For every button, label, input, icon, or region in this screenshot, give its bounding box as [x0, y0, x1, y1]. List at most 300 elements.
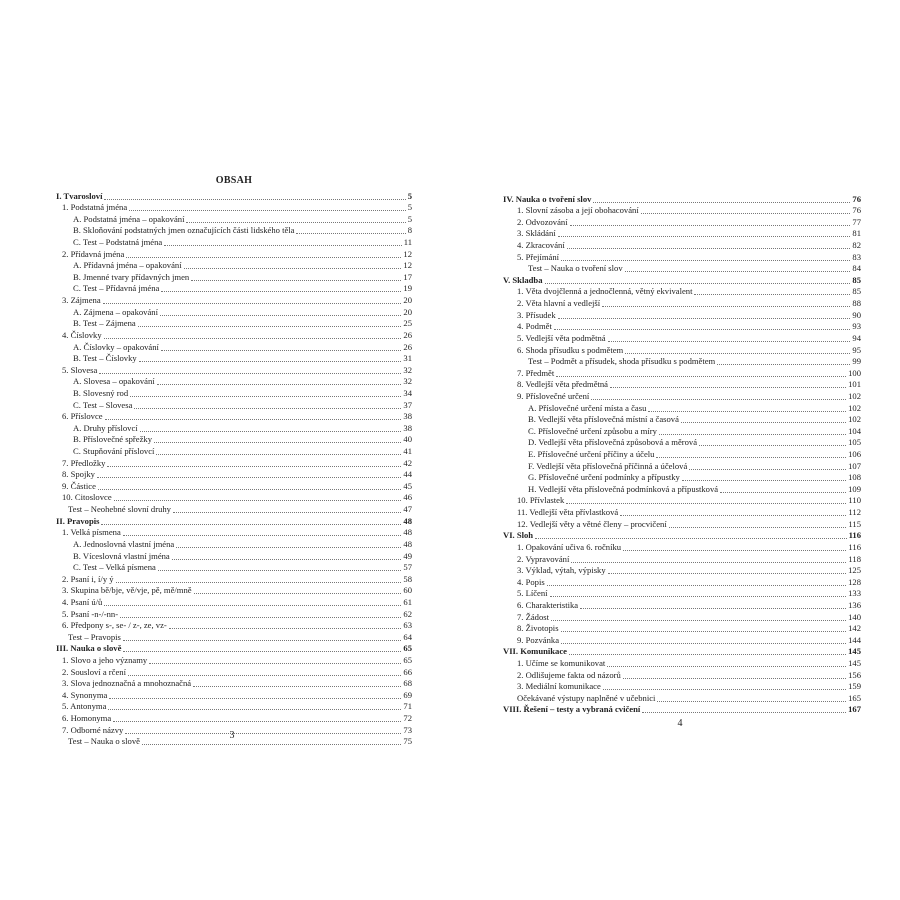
- dot-leader: [157, 384, 402, 385]
- dot-leader: [561, 631, 847, 632]
- toc-entry-page: 26: [403, 329, 412, 340]
- toc-entry-title: 4. Synonyma: [62, 689, 108, 700]
- toc-entry-page: 109: [848, 483, 861, 494]
- dot-leader: [648, 411, 846, 412]
- toc-entry: [56, 422, 412, 434]
- toc-entry-page: 115: [848, 518, 861, 529]
- dot-leader: [620, 515, 846, 516]
- toc-entry: [56, 318, 412, 330]
- toc-entry-page: 62: [403, 608, 412, 619]
- toc-entry: [56, 457, 412, 469]
- toc-entry-page: 81: [852, 228, 861, 239]
- toc-entry: [56, 213, 412, 225]
- dot-leader: [610, 387, 846, 388]
- toc-entry: [503, 646, 861, 658]
- dot-leader: [98, 489, 402, 490]
- toc-entry-title: I. Tvarosloví: [56, 190, 103, 201]
- toc-entry-page: 25: [403, 318, 412, 329]
- dot-leader: [720, 492, 846, 493]
- dot-leader: [561, 643, 846, 644]
- dot-leader: [608, 573, 846, 574]
- toc-entry-page: 94: [852, 332, 861, 343]
- toc-entry-title: B. Test – Zájmena: [73, 318, 136, 329]
- dot-leader: [558, 318, 851, 319]
- toc-entry-page: 105: [848, 437, 861, 448]
- toc-entry-title: 8. Spojky: [62, 469, 95, 480]
- toc-entry-title: 5. Psaní -n-/-nn-: [62, 608, 119, 619]
- dot-leader: [545, 283, 851, 284]
- toc-entry-title: V. Skladba: [503, 274, 543, 285]
- toc-entry: [503, 657, 861, 669]
- toc-entry-title: 2. Věta hlavní a vedlejší: [517, 298, 601, 309]
- toc-entry-title: C. Test – Podstatná jména: [73, 237, 163, 248]
- toc-entry: [56, 492, 412, 504]
- toc-entry-title: B. Test – Číslovky: [73, 353, 137, 364]
- dot-leader: [641, 213, 851, 214]
- toc-entry-page: 19: [403, 283, 412, 294]
- toc-entry-title: 3. Přísudek: [517, 309, 556, 320]
- toc-entry: [503, 530, 861, 542]
- toc-entry-page: 34: [403, 387, 412, 398]
- toc-entry: [503, 216, 861, 228]
- toc-entry-page: 71: [403, 701, 412, 712]
- toc-entry-page: 99: [852, 356, 861, 367]
- dot-leader: [659, 434, 846, 435]
- toc-entry: [56, 469, 412, 481]
- dot-leader: [602, 306, 850, 307]
- toc-entry: [503, 379, 861, 391]
- toc-entry-page: 125: [848, 565, 861, 576]
- left-toc-list: [56, 190, 412, 747]
- toc-entry-page: 37: [403, 399, 412, 410]
- dot-leader: [107, 466, 401, 467]
- toc-entry-page: 17: [403, 271, 412, 282]
- dot-leader: [105, 419, 402, 420]
- toc-entry-title: 2. Přídavná jména: [62, 248, 125, 259]
- dot-leader: [123, 640, 402, 641]
- toc-entry-title: 3. Zájmena: [62, 295, 101, 306]
- dot-leader: [591, 399, 846, 400]
- toc-entry: [56, 585, 412, 597]
- toc-entry-page: 5: [407, 190, 412, 201]
- toc-entry: [56, 283, 412, 295]
- dot-leader: [164, 245, 401, 246]
- dot-leader: [191, 280, 401, 281]
- toc-entry-title: 1. Slovní zásoba a její obohacování: [517, 205, 639, 216]
- toc-entry: [503, 681, 861, 693]
- toc-entry-page: 31: [403, 353, 412, 364]
- toc-entry-page: 8: [407, 225, 412, 236]
- toc-entry-title: 7. Předmět: [517, 367, 555, 378]
- toc-entry-page: 76: [852, 193, 861, 204]
- toc-entry-page: 101: [848, 379, 861, 390]
- toc-entry: [56, 503, 412, 515]
- toc-entry: [56, 608, 412, 620]
- toc-entry: [503, 553, 861, 565]
- toc-entry: [56, 329, 412, 341]
- dot-leader: [176, 547, 401, 548]
- toc-entry-title: 6. Předpony s-, se- / z-, ze, vz-: [62, 620, 167, 631]
- toc-entry-page: 57: [403, 562, 412, 573]
- toc-entry: [503, 704, 861, 716]
- dot-leader: [160, 315, 401, 316]
- toc-entry-title: C. Test – Přídavná jména: [73, 283, 160, 294]
- toc-entry-title: C. Stupňování příslovcí: [73, 446, 155, 457]
- toc-entry: [56, 527, 412, 539]
- toc-entry: [503, 576, 861, 588]
- toc-entry-title: IV. Nauka o tvoření slov: [503, 193, 592, 204]
- toc-entry-title: 11. Vedlejší věta přívlastková: [517, 507, 619, 518]
- toc-entry-page: 11: [403, 237, 412, 248]
- toc-entry: [503, 483, 861, 495]
- toc-entry: [503, 205, 861, 217]
- toc-entry: [503, 402, 861, 414]
- dot-leader: [169, 628, 402, 629]
- toc-entry-page: 65: [403, 654, 412, 665]
- dot-leader: [699, 445, 846, 446]
- dot-leader: [608, 341, 851, 342]
- toc-entry-title: 4. Číslovky: [62, 329, 102, 340]
- toc-entry: [56, 364, 412, 376]
- toc-entry-page: 140: [848, 611, 861, 622]
- dot-leader: [558, 236, 851, 237]
- toc-entry: [56, 236, 412, 248]
- dot-leader: [126, 257, 401, 258]
- toc-entry: [503, 425, 861, 437]
- toc-entry-title: 10. Citoslovce: [62, 492, 112, 503]
- toc-entry-page: 49: [403, 550, 412, 561]
- toc-entry-page: 145: [848, 646, 861, 657]
- dot-leader: [625, 271, 851, 272]
- toc-entry: [56, 248, 412, 260]
- dot-leader: [682, 480, 846, 481]
- toc-entry-page: 116: [848, 530, 861, 541]
- toc-entry: [56, 643, 412, 655]
- toc-entry-page: 40: [403, 434, 412, 445]
- toc-entry-page: 100: [848, 367, 861, 378]
- toc-entry: [503, 495, 861, 507]
- toc-entry: [503, 692, 861, 704]
- toc-entry-title: 7. Odborné názvy: [62, 724, 124, 735]
- toc-entry-title: F. Vedlejší věta příslovečná příčinná a účelová: [528, 460, 688, 471]
- dot-leader: [689, 469, 846, 470]
- dot-leader: [694, 294, 850, 295]
- toc-entry-title: 7. Žádost: [517, 611, 549, 622]
- toc-entry: [503, 286, 861, 298]
- dot-leader: [123, 535, 402, 536]
- toc-entry-title: 3. Slova jednoznačná a mnohoznačná: [62, 678, 192, 689]
- toc-entry: [503, 588, 861, 600]
- toc-entry-title: Test – Pravopis: [68, 631, 121, 642]
- toc-entry: [503, 228, 861, 240]
- toc-entry: [56, 434, 412, 446]
- toc-entry-title: A. Jednoslovná vlastní jména: [73, 538, 175, 549]
- dot-leader: [149, 663, 401, 664]
- toc-entry-page: 66: [403, 666, 412, 677]
- toc-entry: [503, 239, 861, 251]
- toc-entry-page: 38: [403, 422, 412, 433]
- dot-leader: [571, 562, 846, 563]
- dot-leader: [566, 503, 846, 504]
- dot-leader: [642, 712, 846, 713]
- dot-leader: [184, 268, 402, 269]
- toc-entry: [56, 573, 412, 585]
- dot-leader: [113, 721, 401, 722]
- toc-entry: [503, 332, 861, 344]
- toc-entry-page: 48: [403, 538, 412, 549]
- toc-entry-title: Očekávané výstupy naplněné v učebnici: [517, 692, 656, 703]
- toc-entry-page: 45: [403, 480, 412, 491]
- toc-entry-page: 42: [403, 457, 412, 468]
- toc-entry: [56, 225, 412, 237]
- dot-leader: [194, 593, 402, 594]
- toc-entry: [503, 634, 861, 646]
- toc-entry-page: 136: [848, 599, 861, 610]
- toc-entry-title: Test – Podmět a přísudek, shoda přísudku s podmětem: [528, 356, 716, 367]
- toc-entry-title: 9. Částice: [62, 480, 96, 491]
- dot-leader: [567, 248, 851, 249]
- toc-entry-title: B. Vedlejší věta příslovečná místní a časová: [528, 414, 679, 425]
- dot-leader: [554, 329, 851, 330]
- dot-leader: [158, 570, 402, 571]
- toc-entry-title: 6. Homonyma: [62, 713, 112, 724]
- dot-leader: [161, 350, 401, 351]
- toc-entry-page: 61: [403, 596, 412, 607]
- toc-entry: [56, 399, 412, 411]
- dot-leader: [140, 431, 402, 432]
- toc-entry-title: 1. Podstatná jména: [62, 202, 128, 213]
- left-page-number: 3: [229, 730, 235, 741]
- toc-entry-page: 65: [403, 643, 412, 654]
- dot-leader: [172, 559, 402, 560]
- toc-entry: [503, 251, 861, 263]
- toc-entry-title: 5. Líčení: [517, 588, 548, 599]
- toc-entry-title: 2. Odvozování: [517, 216, 568, 227]
- toc-entry: [56, 701, 412, 713]
- toc-entry-title: 6. Charakteristika: [517, 599, 579, 610]
- dot-leader: [556, 376, 846, 377]
- toc-entry-title: A. Podstatná jména – opakování: [73, 213, 185, 224]
- dot-leader: [569, 654, 846, 655]
- toc-entry-page: 116: [848, 541, 861, 552]
- toc-entry: [503, 309, 861, 321]
- toc-entry: [56, 353, 412, 365]
- dot-leader: [104, 605, 401, 606]
- toc-entry-page: 85: [852, 274, 861, 285]
- toc-entry-title: II. Pravopis: [56, 515, 100, 526]
- toc-entry-title: 9. Pozvánka: [517, 634, 560, 645]
- toc-entry: [56, 689, 412, 701]
- toc-entry-title: E. Příslovečné určení příčiny a účelu: [528, 449, 655, 460]
- toc-entry: [503, 611, 861, 623]
- toc-entry-title: 2. Psaní i, í/y ý: [62, 573, 114, 584]
- toc-entry: [503, 437, 861, 449]
- toc-entry: [56, 538, 412, 550]
- dot-leader: [593, 202, 850, 203]
- toc-entry-page: 106: [848, 449, 861, 460]
- toc-entry-title: A. Číslovky – opakování: [73, 341, 159, 352]
- dot-leader: [193, 686, 401, 687]
- toc-entry-title: H. Vedlejší věta příslovečná podmínková a přípustková: [528, 483, 719, 494]
- dot-leader: [550, 596, 847, 597]
- right-toc-list: [503, 193, 861, 715]
- dot-leader: [580, 608, 846, 609]
- toc-entry-title: 10. Přívlastek: [517, 495, 565, 506]
- toc-entry-page: 93: [852, 321, 861, 332]
- toc-entry: [503, 472, 861, 484]
- toc-entry: [56, 202, 412, 214]
- toc-entry-page: 5: [407, 213, 412, 224]
- toc-entry: [56, 654, 412, 666]
- toc-entry: [503, 274, 861, 286]
- dot-leader: [570, 225, 851, 226]
- toc-entry-title: VII. Komunikace: [503, 646, 567, 657]
- dot-leader: [296, 233, 405, 234]
- toc-entry-page: 32: [403, 364, 412, 375]
- toc-entry: [503, 263, 861, 275]
- toc-entry: [56, 712, 412, 724]
- dot-leader: [656, 457, 846, 458]
- toc-entry: [503, 367, 861, 379]
- toc-entry-page: 44: [403, 469, 412, 480]
- toc-entry-title: 4. Psaní ú/ů: [62, 596, 103, 607]
- toc-entry-title: Test – Neohebné slovní druhy: [68, 504, 171, 515]
- toc-entry-title: 2. Odlišujeme fakta od názorů: [517, 669, 621, 680]
- toc-entry-page: 38: [403, 411, 412, 422]
- toc-entry-page: 104: [848, 425, 861, 436]
- toc-entry-title: 4. Podmět: [517, 321, 552, 332]
- toc-entry-page: 46: [403, 492, 412, 503]
- toc-entry-page: 165: [848, 692, 861, 703]
- toc-entry: [56, 411, 412, 423]
- toc-entry-title: VIII. Řešení – testy a vybraná cvičení: [503, 704, 641, 715]
- dot-leader: [186, 222, 405, 223]
- toc-entry-title: 3. Mediální komunikace: [517, 681, 601, 692]
- toc-entry-page: 108: [848, 472, 861, 483]
- toc-entry: [56, 562, 412, 574]
- toc-entry-page: 5: [407, 202, 412, 213]
- toc-entry-page: 118: [848, 553, 861, 564]
- toc-entry-title: B. Slovesný rod: [73, 387, 129, 398]
- dot-leader: [134, 408, 401, 409]
- dot-leader: [623, 550, 846, 551]
- dot-leader: [108, 709, 401, 710]
- dot-leader: [104, 199, 405, 200]
- toc-entry-title: B. Skloňování podstatných jmen označujících části lidského těla: [73, 225, 295, 236]
- toc-entry-title: 3. Skládání: [517, 228, 556, 239]
- toc-entry-title: 5. Slovesa: [62, 364, 98, 375]
- toc-entry-page: 48: [403, 515, 412, 526]
- toc-entry-page: 48: [403, 527, 412, 538]
- toc-entry-page: 85: [852, 286, 861, 297]
- dot-leader: [125, 733, 401, 734]
- dot-leader: [104, 338, 402, 339]
- toc-entry-page: 107: [848, 460, 861, 471]
- toc-entry: [503, 297, 861, 309]
- toc-entry: [503, 518, 861, 530]
- dot-leader: [161, 291, 401, 292]
- toc-entry-page: 20: [403, 306, 412, 317]
- toc-entry-page: 12: [403, 248, 412, 259]
- dot-leader: [551, 620, 846, 621]
- toc-entry-page: 64: [403, 631, 412, 642]
- toc-entry-title: 1. Učíme se komunikovat: [517, 657, 606, 668]
- toc-entry: [503, 460, 861, 472]
- right-page-number: 4: [677, 718, 683, 729]
- toc-entry: [503, 356, 861, 368]
- toc-entry-title: 9. Příslovečné určení: [517, 390, 590, 401]
- toc-entry: [503, 390, 861, 402]
- dot-leader: [154, 442, 401, 443]
- dot-leader: [623, 678, 846, 679]
- toc-entry-page: 63: [403, 620, 412, 631]
- toc-entry: [503, 506, 861, 518]
- toc-entry: [503, 448, 861, 460]
- toc-entry-title: 6. Příslovce: [62, 411, 103, 422]
- toc-entry-page: 41: [403, 446, 412, 457]
- toc-entry-title: A. Slovesa – opakování: [73, 376, 155, 387]
- toc-entry-title: 1. Velká písmena: [62, 527, 121, 538]
- toc-entry-title: C. Test – Velká písmena: [73, 562, 156, 573]
- dot-leader: [657, 701, 846, 702]
- toc-entry-page: 159: [848, 681, 861, 692]
- toc-entry-page: 167: [848, 704, 861, 715]
- toc-entry-page: 20: [403, 295, 412, 306]
- dot-leader: [99, 373, 401, 374]
- toc-entry-title: 3. Skupina bě/bje, vě/vje, pě, mě/mně: [62, 585, 192, 596]
- toc-entry: [56, 190, 412, 202]
- toc-entry-title: 8. Vedlejší věta předmětná: [517, 379, 609, 390]
- toc-entry-page: 128: [848, 576, 861, 587]
- toc-entry-title: 4. Zkracování: [517, 240, 565, 251]
- toc-title: OBSAH: [215, 175, 253, 186]
- toc-entry-page: 102: [848, 414, 861, 425]
- toc-entry-title: 4. Popis: [517, 576, 545, 587]
- toc-entry-page: 82: [852, 240, 861, 251]
- dot-leader: [142, 744, 401, 745]
- toc-entry: [56, 620, 412, 632]
- toc-entry: [56, 515, 412, 527]
- dot-leader: [717, 364, 850, 365]
- toc-entry-title: 3. Výklad, výtah, výpisky: [517, 565, 606, 576]
- toc-entry-page: 144: [848, 634, 861, 645]
- toc-entry-page: 60: [403, 585, 412, 596]
- dot-leader: [129, 210, 406, 211]
- toc-entry-page: 95: [852, 344, 861, 355]
- toc-entry: [56, 341, 412, 353]
- toc-entry-title: B. Jmenné tvary přídavných jmen: [73, 271, 190, 282]
- toc-entry-page: 133: [848, 588, 861, 599]
- toc-entry: [56, 678, 412, 690]
- toc-entry-page: 142: [848, 623, 861, 634]
- toc-entry: [56, 387, 412, 399]
- toc-entry: [503, 414, 861, 426]
- toc-entry: [56, 445, 412, 457]
- toc-entry-title: A. Příslovečné určení místa a času: [528, 402, 647, 413]
- toc-entry: [56, 550, 412, 562]
- dot-leader: [139, 361, 402, 362]
- dot-leader: [114, 500, 402, 501]
- toc-entry-page: 156: [848, 669, 861, 680]
- toc-entry-page: 90: [852, 309, 861, 320]
- toc-entry-page: 32: [403, 376, 412, 387]
- toc-entry-title: Test – Nauka o slově: [68, 736, 140, 747]
- toc-entry-title: A. Přídavná jména – opakování: [73, 260, 182, 271]
- toc-entry-page: 112: [848, 507, 861, 518]
- toc-entry-page: 102: [848, 390, 861, 401]
- toc-entry-title: B. Příslovečné spřežky: [73, 434, 152, 445]
- toc-entry: [56, 596, 412, 608]
